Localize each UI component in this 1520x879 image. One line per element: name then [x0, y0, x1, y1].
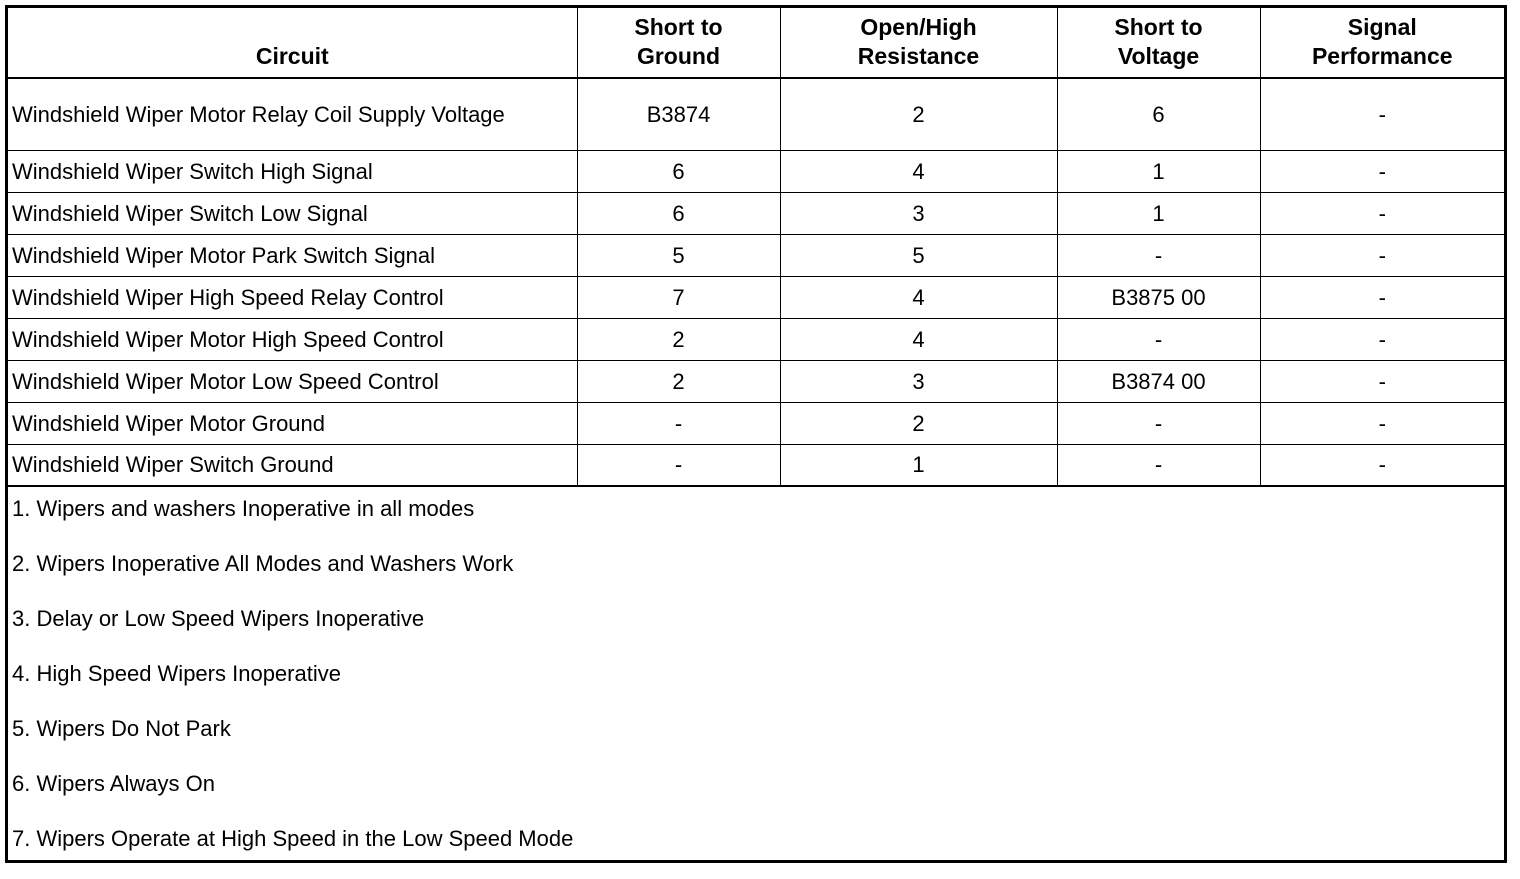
circuit-cell: Windshield Wiper Motor Low Speed Control: [8, 360, 577, 402]
circuit-cell: Windshield Wiper High Speed Relay Control: [8, 276, 577, 318]
circuit-cell: Windshield Wiper Switch Ground: [8, 444, 577, 486]
signal-performance-cell: -: [1260, 234, 1504, 276]
table-row: [8, 402, 1504, 444]
short-to-voltage-cell: 1: [1057, 150, 1260, 192]
short-to-ground-cell: 2: [577, 360, 780, 402]
header-short-to-voltage: Short to Voltage: [1057, 8, 1260, 78]
short-to-ground-cell: 6: [577, 192, 780, 234]
circuit-diagnosis-table: [8, 8, 1504, 487]
short-to-voltage-cell: -: [1057, 234, 1260, 276]
short-to-voltage-cell: 6: [1057, 78, 1260, 150]
note-item: 2. Wipers Inoperative All Modes and Washers Work: [12, 551, 514, 576]
note-item: 1. Wipers and washers Inoperative in all modes: [12, 496, 475, 521]
signal-performance-cell: -: [1260, 276, 1504, 318]
header-signal-performance: Signal Performance: [1260, 8, 1504, 78]
notes-section: [12, 494, 1492, 879]
circuit-cell: Windshield Wiper Motor High Speed Control: [8, 318, 577, 360]
short-to-voltage-cell: 1: [1057, 192, 1260, 234]
table-row: [8, 318, 1504, 360]
short-to-ground-cell: 6: [577, 150, 780, 192]
short-to-ground-cell: 2: [577, 318, 780, 360]
short-to-voltage-cell: B3875 00: [1057, 276, 1260, 318]
short-to-ground-cell: 7: [577, 276, 780, 318]
table-row: [8, 276, 1504, 318]
note-item: 6. Wipers Always On: [12, 771, 215, 796]
short-to-ground-cell: -: [577, 402, 780, 444]
short-to-voltage-cell: B3874 00: [1057, 360, 1260, 402]
header-row: [8, 8, 1504, 78]
note-item: 7. Wipers Operate at High Speed in the Low Speed Mode: [12, 826, 574, 851]
short-to-ground-cell: 5: [577, 234, 780, 276]
table-row: [8, 150, 1504, 192]
open-high-resistance-cell: 3: [780, 360, 1057, 402]
open-high-resistance-cell: 1: [780, 444, 1057, 486]
circuit-cell: Windshield Wiper Motor Park Switch Signal: [8, 234, 577, 276]
header-open-high-resistance: Open/High Resistance: [780, 8, 1057, 78]
open-high-resistance-cell: 2: [780, 78, 1057, 150]
signal-performance-cell: -: [1260, 150, 1504, 192]
open-high-resistance-cell: 3: [780, 192, 1057, 234]
open-high-resistance-cell: 4: [780, 318, 1057, 360]
open-high-resistance-cell: 4: [780, 276, 1057, 318]
circuit-cell: Windshield Wiper Motor Relay Coil Supply Voltage: [8, 78, 577, 150]
short-to-ground-cell: -: [577, 444, 780, 486]
signal-performance-cell: -: [1260, 192, 1504, 234]
table-row: [8, 444, 1504, 486]
short-to-voltage-cell: -: [1057, 444, 1260, 486]
short-to-ground-cell: B3874: [577, 78, 780, 150]
header-short-to-ground: Short to Ground: [577, 8, 780, 78]
table-row: [8, 192, 1504, 234]
note-item: 5. Wipers Do Not Park: [12, 716, 231, 741]
short-to-voltage-cell: -: [1057, 318, 1260, 360]
note-item: 3. Delay or Low Speed Wipers Inoperative: [12, 606, 425, 631]
note-item: 4. High Speed Wipers Inoperative: [12, 661, 341, 686]
circuit-cell: Windshield Wiper Switch High Signal: [8, 150, 577, 192]
signal-performance-cell: -: [1260, 402, 1504, 444]
circuit-cell: Windshield Wiper Switch Low Signal: [8, 192, 577, 234]
table-row: [8, 78, 1504, 150]
header-circuit: Circuit: [8, 8, 577, 78]
circuit-cell: Windshield Wiper Motor Ground: [8, 402, 577, 444]
open-high-resistance-cell: 5: [780, 234, 1057, 276]
open-high-resistance-cell: 4: [780, 150, 1057, 192]
signal-performance-cell: -: [1260, 318, 1504, 360]
open-high-resistance-cell: 2: [780, 402, 1057, 444]
signal-performance-cell: -: [1260, 444, 1504, 486]
signal-performance-cell: -: [1260, 78, 1504, 150]
short-to-voltage-cell: -: [1057, 402, 1260, 444]
table-row: [8, 360, 1504, 402]
table-row: [8, 234, 1504, 276]
signal-performance-cell: -: [1260, 360, 1504, 402]
